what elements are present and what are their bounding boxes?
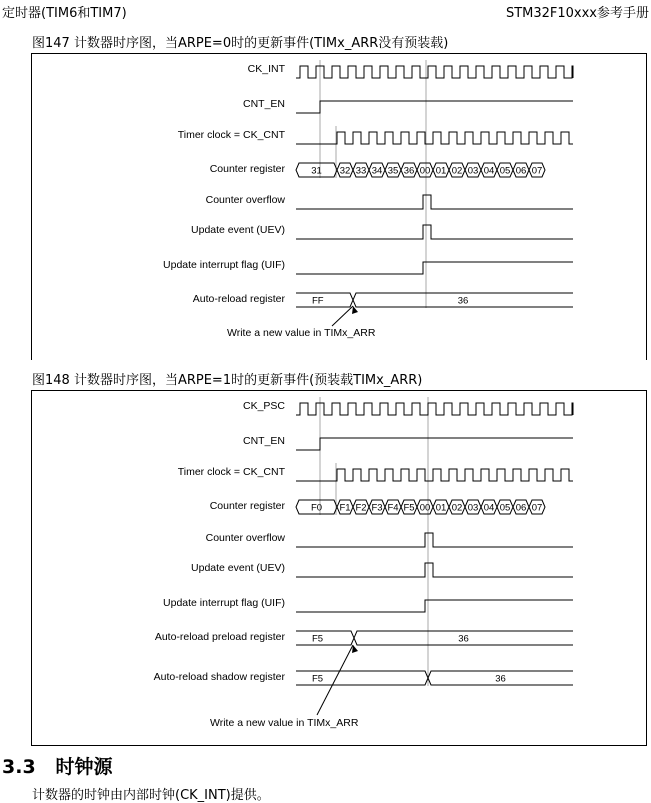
signal-label: Counter overflow: [205, 532, 285, 544]
signal-label: Timer clock = CK_CNT: [177, 466, 285, 478]
figure-148-caption: 图148 计数器时序图，当ARPE=1时的更新事件(预装载TIMx_ARR): [32, 373, 423, 388]
counter-register-value: 33: [355, 165, 367, 177]
autoreload-register-value: FF: [312, 295, 324, 307]
signal-label: Counter overflow: [205, 194, 285, 206]
enable-trace: [296, 438, 573, 450]
counter-register-value: 07: [531, 502, 543, 514]
counter-register-value: 01: [435, 502, 447, 514]
counter-register-value: 00: [419, 165, 431, 177]
clock-trace: [296, 403, 573, 415]
uif-trace: [296, 600, 573, 612]
uev-trace: [296, 225, 573, 239]
signal-label: Update interrupt flag (UIF): [163, 259, 285, 271]
cnt-clock-trace: [296, 132, 573, 144]
counter-register-value: 06: [515, 165, 527, 177]
cnt-clock-trace: [296, 469, 573, 481]
uev-trace: [296, 563, 573, 577]
signal-label: Timer clock = CK_CNT: [177, 129, 285, 141]
counter-register-value: 05: [499, 502, 511, 514]
figure-148-svg: [32, 391, 646, 745]
overflow-trace: [296, 195, 573, 209]
preload-register-cell: [296, 631, 354, 645]
note-text: Write a new value in TIMx_ARR: [210, 717, 359, 729]
counter-register-value: 00: [419, 502, 431, 514]
counter-register-value: 01: [435, 165, 447, 177]
signal-label: CK_INT: [247, 63, 285, 75]
counter-register-value: 34: [371, 165, 383, 177]
counter-register-value: F4: [387, 502, 399, 514]
shadow-register-value: F5: [312, 673, 324, 685]
signal-label: Update interrupt flag (UIF): [163, 597, 285, 609]
counter-register-value: F2: [355, 502, 367, 514]
autoreload-register-value: 36: [457, 295, 469, 307]
page-header-right: STM32F10xxx参考手册: [505, 6, 649, 21]
counter-register-value: 02: [451, 502, 463, 514]
note-arrowhead: [352, 645, 358, 653]
section-title: 时钟源: [55, 756, 113, 778]
signal-label: Auto-reload register: [192, 293, 285, 305]
section-heading: [2, 752, 113, 779]
page-header-left: 定时器(TIM6和TIM7): [2, 6, 127, 21]
preload-register-value: 36: [458, 633, 469, 645]
counter-register-value: F0: [310, 502, 323, 514]
signal-label: Counter register: [209, 500, 285, 512]
counter-register-value: 04: [483, 165, 495, 177]
counter-register-value: F3: [371, 502, 383, 514]
counter-register-value: 04: [483, 502, 495, 514]
autoreload-register-cell: [296, 293, 353, 307]
counter-register-value: 31: [311, 165, 322, 177]
overflow-trace: [296, 533, 573, 547]
note-text: Write a new value in TIMx_ARR: [227, 327, 376, 339]
figure-148-timing-diagram: [31, 390, 647, 746]
body-paragraph: 计数器的时钟由内部时钟(CK_INT)提供。: [32, 788, 270, 803]
uif-trace: [296, 262, 573, 274]
counter-register-value: 32: [339, 165, 351, 177]
counter-register-value: F1: [339, 502, 351, 514]
counter-register-value: 03: [467, 502, 479, 514]
counter-register-value: 02: [451, 165, 463, 177]
signal-label: CK_PSC: [242, 400, 285, 412]
preload-register-value: F5: [312, 633, 324, 645]
signal-label: Update event (UEV): [191, 224, 285, 236]
clock-trace: [296, 66, 573, 78]
counter-register-value: F5: [403, 502, 415, 514]
enable-trace: [296, 101, 573, 113]
section-number: 3.3: [2, 756, 36, 778]
signal-label: Counter register: [209, 163, 285, 175]
counter-register-value: 36: [403, 165, 415, 177]
signal-label: Auto-reload shadow register: [153, 671, 285, 683]
figure-147-timing-diagram: [31, 53, 647, 360]
signal-label: CNT_EN: [242, 98, 285, 110]
shadow-register-value: 36: [495, 673, 506, 685]
signal-label: Update event (UEV): [191, 562, 285, 574]
signal-label: Auto-reload preload register: [154, 631, 285, 643]
counter-register-value: 03: [467, 165, 479, 177]
figure-147-svg: [32, 54, 646, 360]
counter-register-value: 06: [515, 502, 527, 514]
figure-147-caption: 图147 计数器时序图，当ARPE=0时的更新事件(TIMx_ARR没有预装载): [32, 36, 449, 51]
counter-register-value: 35: [387, 165, 399, 177]
note-arrow: [332, 306, 353, 326]
signal-label: CNT_EN: [242, 435, 285, 447]
counter-register-value: 05: [499, 165, 511, 177]
counter-register-value: 07: [531, 165, 543, 177]
